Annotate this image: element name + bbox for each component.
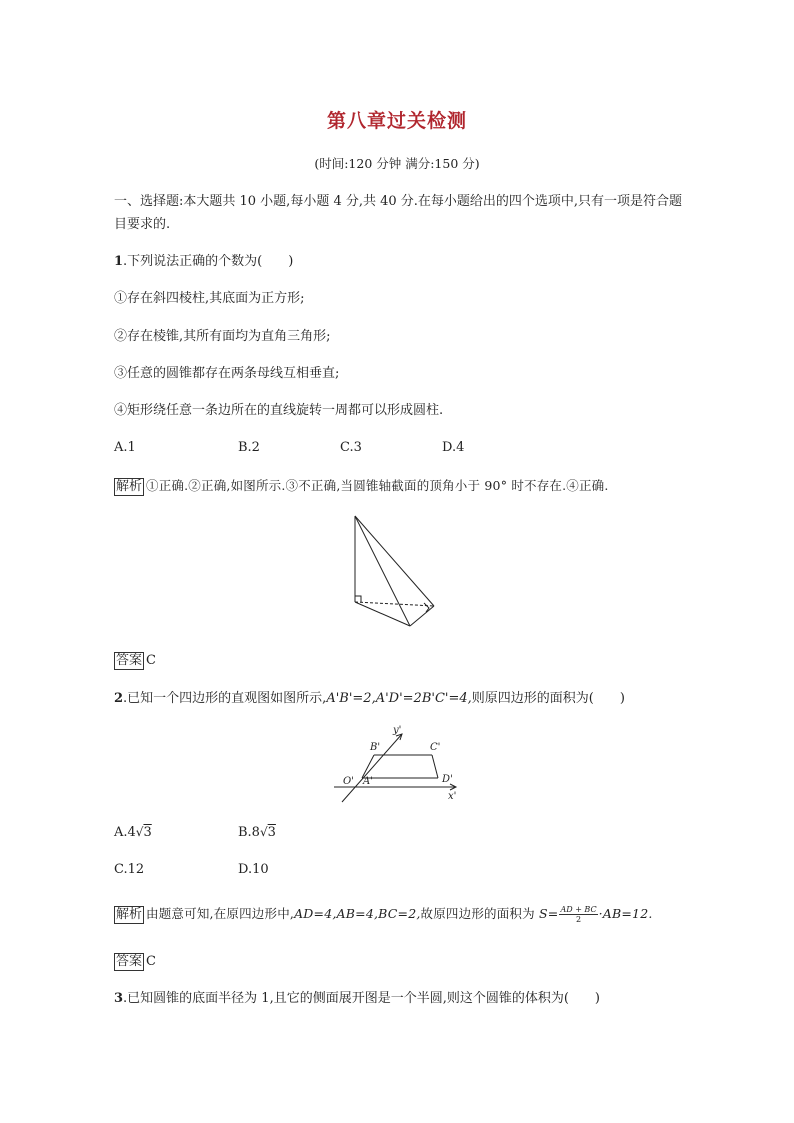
option-c: C.12 [114,862,145,877]
intuitive-diagram [330,722,465,804]
fraction-denominator: 2 [575,915,582,924]
statement-1: ①存在斜四棱柱,其底面为正方形; [114,291,305,306]
statement-2: ②存在棱锥,其所有面均为直角三角形; [114,329,331,344]
question-number: 1 [114,254,124,269]
answer-label: 答案 [116,653,143,668]
analysis-values: AD=4,AB=4,BC=2, [294,906,421,921]
label-y: y' [393,725,402,736]
question-text: .已知圆锥的底面半径为 1,且它的侧面展开图是一个半圆,则这个圆锥的体积为( ) [123,991,600,1006]
q1-options [114,440,614,456]
question-3-stem [114,991,600,1007]
analysis-text: 由题意可知,在原四边形中, [146,906,295,921]
exam-info: (时间:120 分钟 满分:150 分) [314,156,480,171]
fraction-numerator: AD + BC [560,905,597,914]
question-2-stem [114,691,625,707]
answer-label: 答案 [116,954,143,969]
section-instructions: 一、选择题:本大题共 10 小题,每小题 4 分,共 40 分.在每小题给出的四个选项中,只有一项是符合题目要求的. [114,194,683,232]
option-d: D.4 [442,440,465,455]
analysis-label: 解析 [116,479,143,494]
formula-tail: ·AB=12. [598,906,653,921]
label-o: O' [343,776,354,787]
option-d: D.10 [238,862,269,877]
label-a: A' [363,776,373,787]
option-a: A.4√3 [114,825,152,840]
q1-answer [114,652,156,670]
q1-analysis [114,478,609,496]
q2-options-row2 [114,862,614,878]
label-d: D' [442,774,453,785]
answer-value: C [146,954,156,969]
question-text: .下列说法正确的个数为( ) [123,254,294,269]
q2-options-row1 [114,824,614,842]
option-b: B.8√3 [238,825,276,840]
analysis-text: ①正确.②正确,如图所示.③不正确,当圆锥轴截面的顶角小于 90° 时不存在.④正确. [146,478,609,493]
given-lengths: A'B'=2,A'D'=2B'C'=4, [326,691,472,706]
q2-answer [114,953,156,971]
analysis-label: 解析 [116,907,143,922]
question-text-end: 则原四边形的面积为( ) [471,691,625,706]
question-number: 2 [114,691,124,706]
analysis-conclusion: 故原四边形的面积为 [420,906,540,921]
option-a: A.1 [114,440,136,455]
answer-value: C [146,653,156,668]
q2-analysis [114,905,653,924]
formula-s: S= [539,906,559,921]
fraction [559,905,597,924]
label-b: B' [370,742,381,753]
option-b: B.2 [238,440,260,455]
question-text: .已知一个四边形的直观图如图所示, [123,691,327,706]
option-c: C.3 [340,440,362,455]
statement-4: ④矩形绕任意一条边所在的直线旋转一周都可以形成圆柱. [114,403,444,418]
question-number: 3 [114,991,124,1006]
statement-3: ③任意的圆锥都存在两条母线互相垂直; [114,366,340,381]
pyramid-figure [340,510,450,635]
label-x: x' [448,791,457,802]
page-title: 第八章过关检测 [326,110,467,132]
question-1-stem [114,254,293,270]
label-c: C' [430,742,441,753]
